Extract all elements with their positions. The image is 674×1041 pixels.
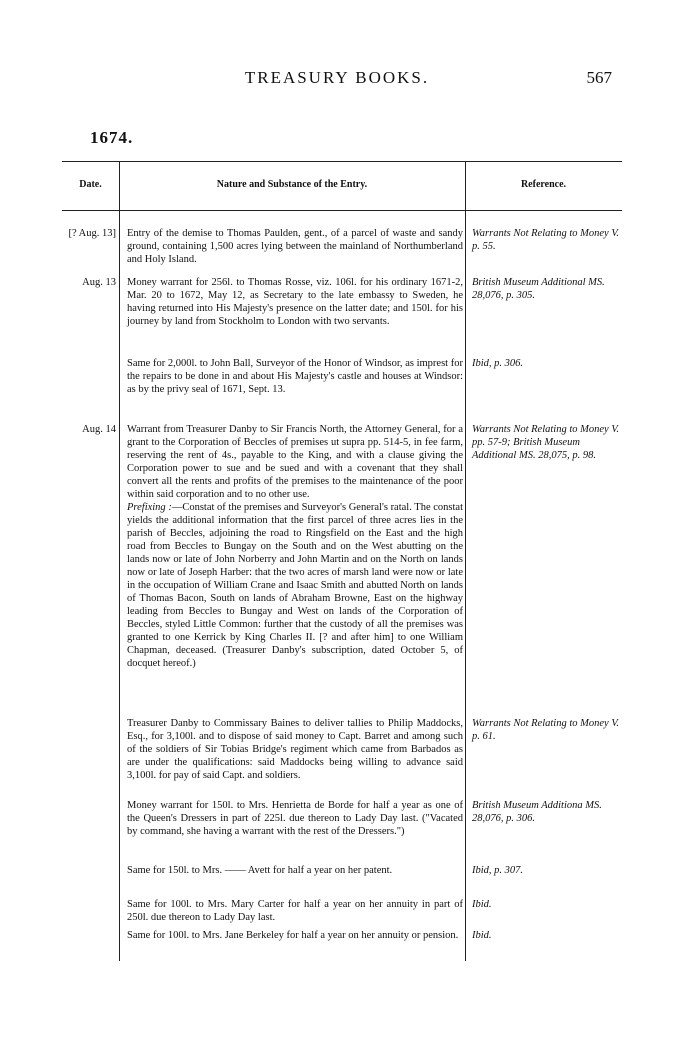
prefix-text: —Constat of the premises and Surveyor's General's ratal. The constat yields the additional information that the first parcel of three acres lies in the parish of Beccles, adjoining the road to Ringsfield on the East and the high road from Beccles to Bungay on the South and on the West abutting on the lands now or late of John Norberry and John Martin and on the North on lands now or late of Joseph Harber: that the two acres of marsh land were now or late in the occupation of William Crane and Isaac Smith and abutted North on lands of Thomas Bacon, South on lands of Abraham Browne, East on the highway leading from Beccles to Bungay and West on lands of the Corporation of Beccles, styled Little Common: further that the custody of all the premises was granted to one Kerrick by King Charles II. [? and after him] to one William Chapman, deceased. (Treasurer Danby's subscription, dated October 5, of docquet hereof.)	[127, 502, 463, 669]
column-header-date: Date.	[79, 179, 102, 190]
column-divider-date	[119, 161, 120, 961]
running-head	[0, 68, 674, 92]
entry-reference: British Museum Additiona MS. 28,076, p. 306.	[472, 800, 602, 824]
entry-reference: Warrants Not Relating to Money V. pp. 57-9; British Museum Additional MS. 28,075, p. 98.	[472, 424, 619, 461]
entry-text: Same for 2,000l. to John Ball, Surveyor of the Honor of Windsor, as imprest for the repairs to be done in and about His Majesty's castle and houses at Windsor: as by the privy seal of 1671, Sept. 13.	[127, 358, 463, 395]
entry-reference: Ibid.	[472, 899, 492, 910]
column-header-reference: Reference.	[520, 179, 567, 190]
page-number: 567	[586, 68, 612, 87]
entry-text: Same for 100l. to Mrs. Mary Carter for half a year on her annuity in part of 250l. due thereon to Lady Day last.	[127, 899, 463, 923]
running-title: TREASURY BOOKS.	[244, 68, 430, 87]
entry-text: Money warrant for 150l. to Mrs. Henrietta de Borde for half a year as one of the Queen's Dressers in part of 225l. due thereon to Lady Day last. ("Vacated by command, she having a warrant with the rest of the Dressers.")	[127, 800, 463, 837]
entry-date: Aug. 14	[82, 424, 116, 435]
entry-date: Aug. 13	[82, 277, 116, 288]
entry-reference: Warrants Not Relating to Money V. p. 55.	[472, 228, 619, 252]
entry-reference: Warrants Not Relating to Money V. p. 61.	[472, 718, 619, 742]
column-divider-reference	[465, 161, 466, 961]
table-header-rule	[62, 210, 622, 211]
entry-text: Warrant from Treasurer Danby to Sir Francis North, the Attorney General, for a grant to the Corporation of Beccles of premises ut supra pp. 514-5, in fee farm, reserving the rent of 4s., payable to the King, and with a clause giving the Corporation power to sue and be sued and with a covenant that they shall convert all the rents and profits of the premises to the maintenance of the poor within said corporation and to no other use.	[127, 424, 463, 500]
entry-text: Money warrant for 256l. to Thomas Rosse, viz. 106l. for his ordinary 1671-2, Mar. 20 to 1672, May 12, as Secretary to the late embassy to Sweden, he having returned into His Majesty's presence on the latter date; and 150l. for his journey by land from Stockholm to London with two servants.	[127, 277, 463, 327]
entry-text: Same for 150l. to Mrs. —— Avett for half a year on her patent.	[127, 865, 393, 876]
entry-reference: Ibid, p. 306.	[472, 358, 524, 369]
entry-reference: Ibid, p. 307.	[472, 865, 524, 876]
entry-date: [? Aug. 13]	[68, 228, 116, 239]
prefix-label: Prefixing :	[127, 502, 172, 513]
entries-table	[62, 161, 622, 961]
entry-text: Treasurer Danby to Commissary Baines to deliver tallies to Philip Maddocks, Esq., for 3,100l. and to dispose of said money to Capt. Barret and among such of the soldiers of Sir Tobias Bridge's regiment which came from Barbados as are under the qualifications: said Maddocks being willing to advance said 3,100l. for pay of said Capt. and soldiers.	[127, 718, 463, 781]
column-header-nature: Nature and Substance of the Entry.	[216, 179, 368, 190]
table-top-rule	[62, 161, 622, 162]
entry-text: Entry of the demise to Thomas Paulden, gent., of a parcel of waste and sandy ground, containing 1,500 acres lying between the mainland of Northumberland and Holy Island.	[127, 228, 463, 265]
entry-text-block	[127, 423, 463, 670]
entry-text: Same for 100l. to Mrs. Jane Berkeley for half a year on her annuity or pension.	[127, 930, 459, 941]
entry-reference: Ibid.	[472, 930, 492, 941]
entry-reference: British Museum Additional MS. 28,076, p. 305.	[472, 277, 605, 301]
year-heading: 1674.	[90, 128, 134, 147]
